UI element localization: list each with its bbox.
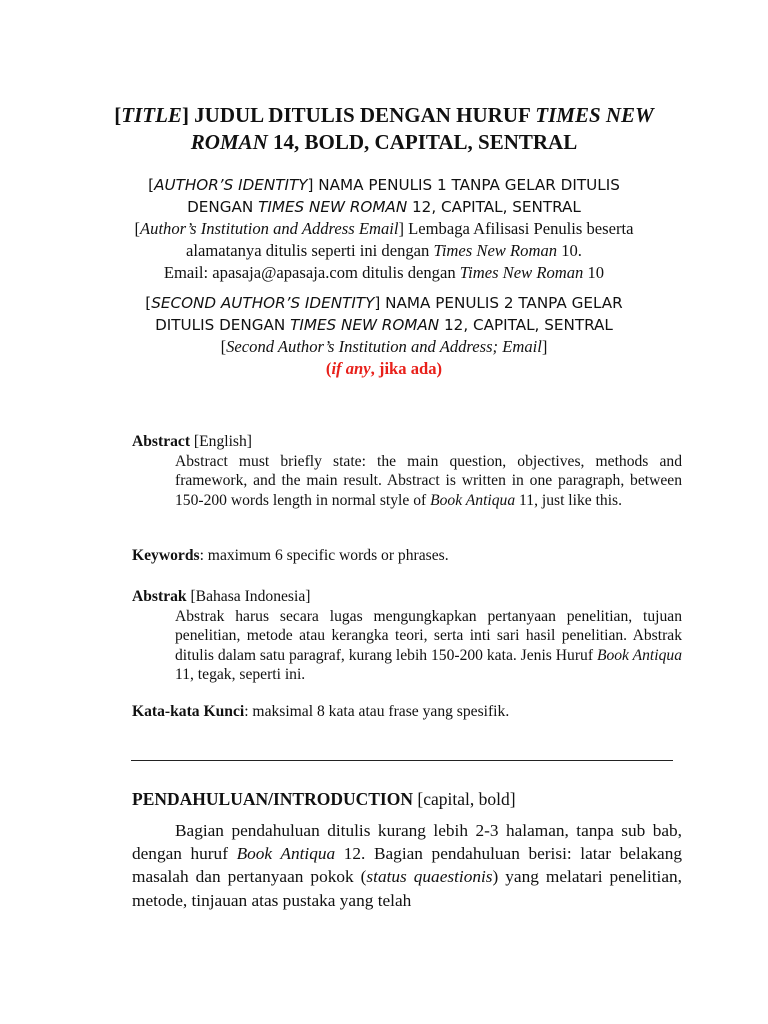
institution-text: ] Lembaga Afilisasi Penulis beserta alamatanya ditulis seperti ini dengan: [186, 219, 634, 260]
institution-label: Second Author’s Institution and Address; Email: [226, 337, 542, 356]
font-name: Book Antiqua: [430, 491, 516, 509]
font-name: TIMES NEW ROMAN: [258, 198, 408, 216]
introduction-paragraph: [132, 819, 682, 912]
intro-text-3: ) yang melatari penelitian, metode, tinjauan atas pustaka yang telah: [132, 867, 682, 910]
institution-label: Author’s Institution and Address Email: [140, 219, 399, 238]
font-name: Book Antiqua: [596, 646, 682, 664]
introduction-note: [capital, bold]: [413, 789, 516, 809]
bracket: [: [148, 176, 155, 194]
abstract-label: Abstract: [132, 433, 191, 450]
keywords-label: Keywords: [132, 547, 200, 564]
paper-title: [100, 102, 668, 156]
author-2-identity: [120, 292, 648, 336]
keywords-line: [132, 546, 692, 566]
if-any-label: if any: [331, 359, 371, 378]
author-identity-label: AUTHOR’S IDENTITY: [154, 176, 308, 194]
title-font-name: TIMES NEW ROMAN: [190, 103, 654, 154]
if-any-note: [120, 358, 648, 380]
author-identity-text: ] NAMA PENULIS 2 TANPA GELAR DITULIS DENGAN: [155, 294, 623, 334]
abstrak-label: Abstrak: [132, 588, 187, 605]
author-1-identity: [120, 174, 648, 218]
abstract-english: [132, 432, 682, 510]
abstrak-language: [Bahasa Indonesia]: [186, 588, 311, 605]
introduction-heading: [132, 788, 516, 810]
author-identity-text: ] NAMA PENULIS 1 TANPA GELAR DITULIS DENGAN: [187, 176, 620, 216]
author-identity-label: SECOND AUTHOR’S IDENTITY: [151, 294, 375, 312]
abstrak-body-end: 11, tegak, seperti ini.: [175, 666, 306, 684]
bracket: ]: [541, 337, 548, 356]
intro-text-2: 12. Bagian pendahuluan berisi: latar belakang masalah dan pertanyaan pokok (: [132, 844, 682, 887]
title-label: TITLE: [121, 103, 182, 127]
bracket: [: [134, 219, 141, 238]
font-name: Times New Roman: [459, 263, 584, 282]
abstract-indonesian: [132, 587, 682, 685]
bracket: [: [145, 294, 152, 312]
title-text-end: 14, BOLD, CAPITAL, SENTRAL: [267, 130, 578, 154]
keywords-text: : maximum 6 specific words or phrases.: [199, 547, 449, 564]
title-text: ] JUDUL DITULIS DENGAN HURUF: [181, 103, 536, 127]
bracket: [: [220, 337, 227, 356]
introduction-title: PENDAHULUAN/INTRODUCTION: [132, 789, 413, 809]
abstract-body: Abstract must briefly state: the main question, objectives, methods and framework, and the main result. Abstract is written in one paragraph, between 150-200 words length in normal style of: [175, 452, 682, 509]
author-1-email: [120, 262, 648, 284]
status-quaestionis: status quaestionis: [366, 867, 493, 887]
email-text: Email: apasaja@apasaja.com ditulis dengan: [163, 263, 460, 282]
author-2-institution: [120, 336, 648, 358]
author-1-institution: [120, 218, 648, 262]
author-identity-text-end: 12, CAPITAL, SENTRAL: [407, 198, 581, 216]
intro-text: Bagian pendahuluan ditulis kurang lebih 2-3 halaman, tanpa sub bab, dengan huruf: [132, 821, 682, 864]
kata-kunci-label: Kata-kata Kunci: [132, 703, 245, 720]
abstrak-heading: [132, 587, 682, 607]
if-any-text: , jika ada): [370, 359, 443, 378]
email-text-end: 10: [583, 263, 605, 282]
abstract-text: [175, 452, 682, 511]
abstrak-text: [175, 607, 682, 685]
font-name: Times New Roman: [433, 241, 558, 260]
font-name: Book Antiqua: [236, 844, 336, 864]
divider-line: [131, 760, 673, 761]
author-identity-text-end: 12, CAPITAL, SENTRAL: [439, 316, 613, 334]
kata-kunci-text: : maksimal 8 kata atau frase yang spesifik.: [244, 703, 510, 720]
paren: (: [325, 359, 332, 378]
abstract-body-end: 11, just like this.: [515, 491, 623, 509]
font-name: TIMES NEW ROMAN: [290, 316, 440, 334]
abstract-language: [English]: [190, 433, 252, 450]
abstract-heading: [132, 432, 682, 452]
institution-text-end: 10.: [557, 241, 582, 260]
abstrak-body: Abstrak harus secara lugas mengungkapkan pertanyaan penelitian, tujuan penelitian, metode atau kerangka teori, serta inti sari hasil penelitian. Abstrak ditulis dalam satu paragraf, kurang lebih 150-200 kata. Jenis Huruf: [175, 607, 682, 664]
kata-kunci-line: [132, 702, 692, 722]
author-1-block: [120, 174, 648, 284]
author-2-block: [120, 292, 648, 380]
title-bracket: [: [114, 103, 122, 127]
